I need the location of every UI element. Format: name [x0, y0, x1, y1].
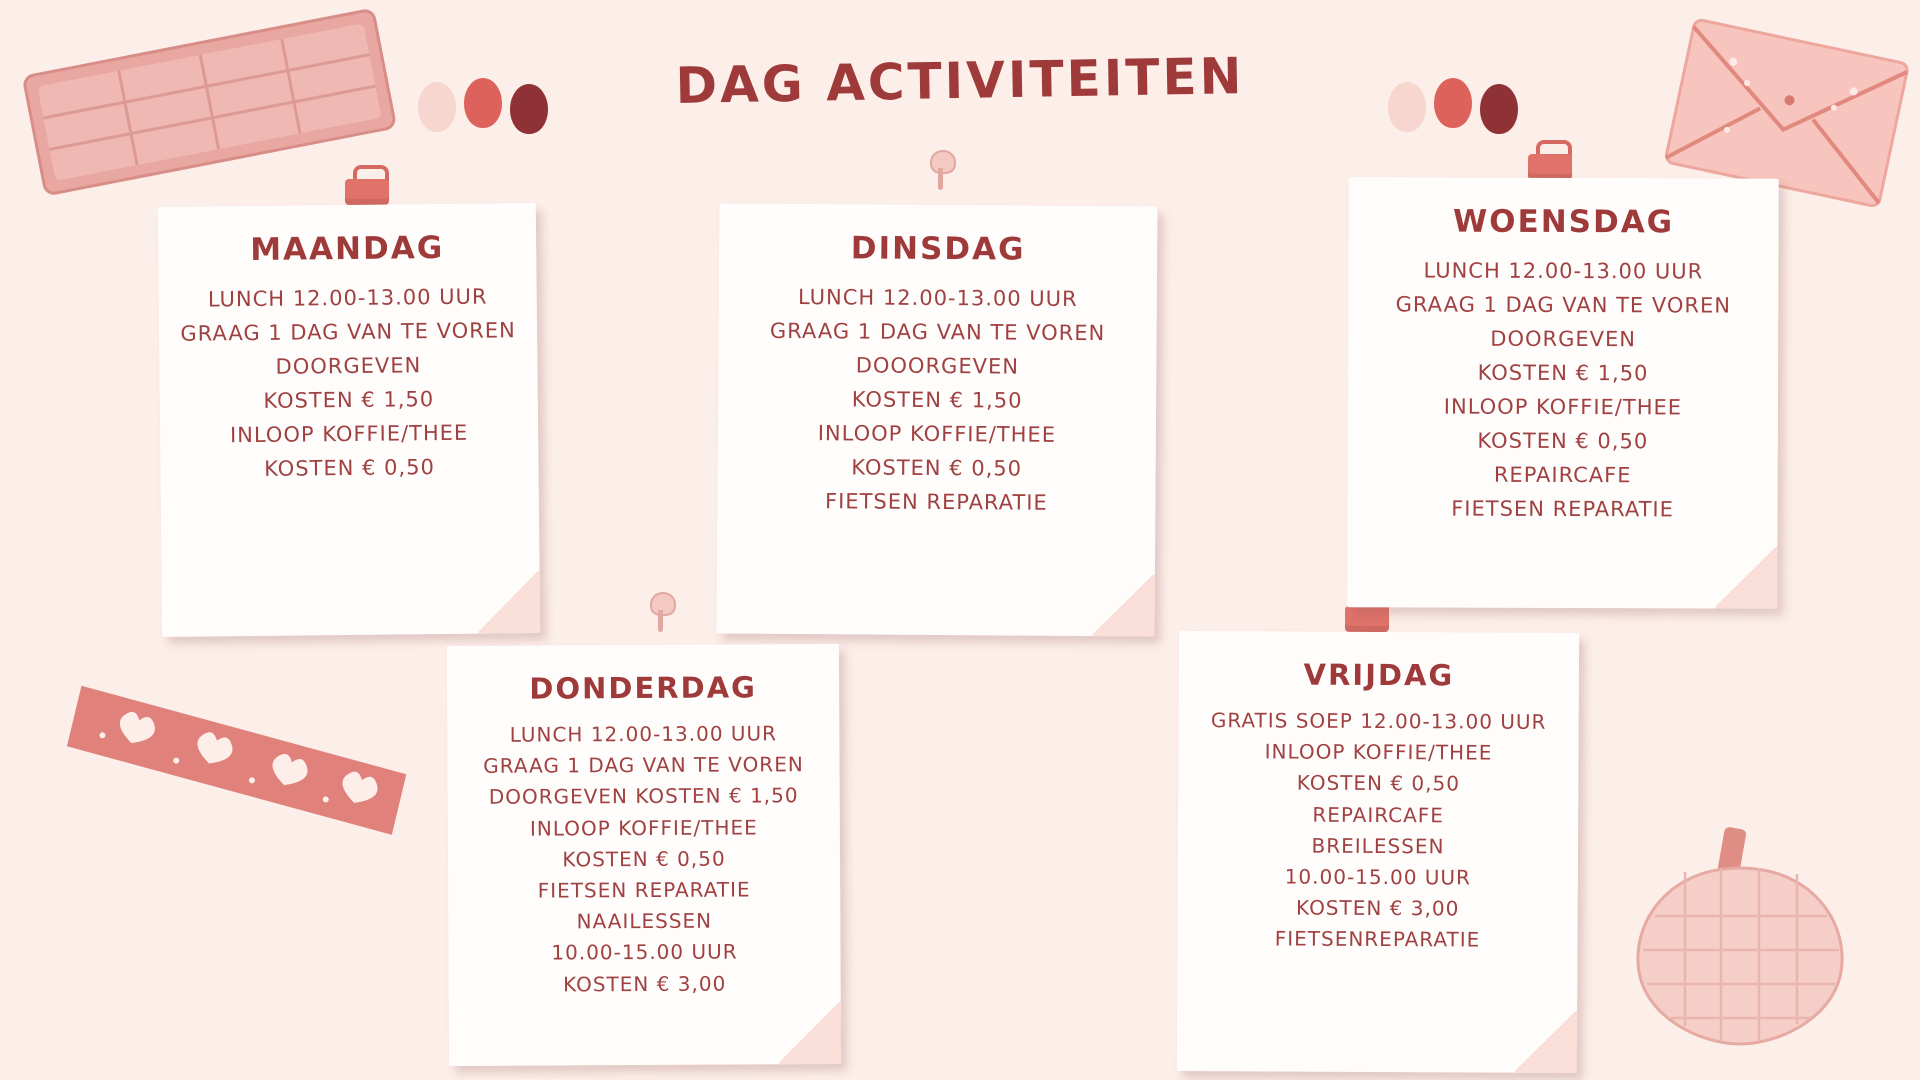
dot-light	[1388, 82, 1426, 132]
note-line: KOSTEN € 1,50	[851, 387, 1023, 413]
note-line: INLOOP KOFFIE/THEE	[229, 420, 469, 448]
note-line: DOORGEVEN KOSTEN € 1,50	[488, 783, 799, 810]
dot-red	[1434, 78, 1472, 128]
note-line: GRAAG 1 DAG VAN TE VOREN	[180, 318, 516, 346]
note-line: KOSTEN € 1,50	[1477, 360, 1649, 386]
page-curl	[478, 571, 541, 634]
note-line: KOSTEN € 3,00	[562, 971, 727, 996]
page-title: DAG ACTIVITEITEN	[675, 47, 1245, 115]
chocolate-bar-decoration	[21, 7, 399, 203]
note-line: GRAAG 1 DAG VAN TE VOREN	[483, 752, 804, 779]
note-line: 10.00-15.00 UUR	[1284, 864, 1472, 890]
note-line: DOORGEVEN	[1490, 326, 1637, 352]
note-title: MAANDAG	[250, 229, 445, 269]
clip-body	[1528, 154, 1572, 180]
page-curl	[1515, 1011, 1577, 1073]
note-line: INLOOP KOFFIE/THEE	[1443, 394, 1683, 420]
dot-dark	[1480, 84, 1518, 134]
note-card-woensdag	[1347, 177, 1778, 608]
note-title: VRIJDAG	[1303, 657, 1455, 693]
note-body	[465, 718, 822, 1001]
note-line: INLOOP KOFFIE/THEE	[817, 421, 1057, 447]
push-pin-icon	[648, 592, 674, 632]
note-line: LUNCH 12.00-13.00 UUR	[797, 285, 1078, 311]
pin-needle	[658, 610, 663, 632]
note-line: INLOOP KOFFIE/THEE	[529, 814, 758, 841]
note-line: DOORGEVEN	[275, 353, 422, 379]
note-line: INLOOP KOFFIE/THEE	[1264, 739, 1493, 765]
note-line: BREILESSEN	[1311, 833, 1445, 859]
note-line: LUNCH 12.00-13.00 UUR	[509, 721, 778, 747]
dot-red	[464, 78, 502, 128]
note-line: LUNCH 12.00-13.00 UUR	[207, 284, 488, 312]
pin-head	[650, 592, 676, 616]
note-line: FIETSEN REPARATIE	[825, 489, 1048, 515]
note-line: GRATIS SOEP 12.00-13.00 UUR	[1210, 708, 1547, 734]
note-title: DONDERDAG	[529, 670, 757, 706]
page-curl	[1092, 574, 1154, 636]
push-pin-icon	[928, 150, 954, 190]
dot-light	[418, 82, 456, 132]
note-line: 10.00-15.00 UUR	[551, 939, 738, 965]
dots-decoration-right	[1388, 82, 1528, 137]
note-card-dinsdag	[717, 203, 1158, 636]
note-line: GRAAG 1 DAG VAN TE VOREN	[769, 318, 1106, 346]
page-curl	[779, 1002, 841, 1064]
note-line: REPAIRCAFE	[1493, 462, 1632, 488]
note-line: KOSTEN € 0,50	[851, 455, 1023, 481]
dot-dark	[510, 84, 548, 134]
apple-decoration	[1615, 820, 1865, 1050]
note-title: DINSDAG	[850, 230, 1026, 268]
note-line: KOSTEN € 0,50	[1477, 428, 1649, 454]
clip-body	[1345, 606, 1389, 632]
note-card-vrijdag	[1177, 631, 1579, 1073]
note-card-maandag	[158, 203, 540, 637]
pin-needle	[938, 168, 943, 190]
note-card-donderdag	[447, 644, 841, 1066]
note-body	[735, 280, 1139, 521]
washi-tape-decoration	[52, 656, 419, 874]
note-body	[1366, 253, 1761, 526]
note-line: KOSTEN € 3,00	[1296, 895, 1460, 921]
note-title: WOENSDAG	[1452, 203, 1675, 241]
note-line: GRAAG 1 DAG VAN TE VOREN	[1395, 292, 1732, 318]
note-line: LUNCH 12.00-13.00 UUR	[1423, 258, 1704, 284]
dots-decoration-left	[418, 82, 558, 137]
note-line: KOSTEN € 0,50	[263, 455, 435, 481]
pin-head	[930, 150, 956, 174]
clip-body	[345, 179, 389, 205]
note-line: KOSTEN € 0,50	[1296, 770, 1461, 796]
note-line: NAAILESSEN	[576, 908, 713, 934]
note-line: REPAIRCAFE	[1312, 802, 1445, 827]
note-line: FIETSENREPARATIE	[1274, 926, 1481, 952]
note-line: FIETSEN REPARATIE	[1451, 496, 1674, 522]
note-line: FIETSEN REPARATIE	[537, 877, 751, 903]
note-line: DOOORGEVEN	[855, 353, 1020, 379]
page-curl	[1715, 547, 1777, 609]
note-body	[1195, 705, 1560, 956]
note-body	[177, 279, 521, 487]
note-line: KOSTEN € 1,50	[263, 387, 435, 413]
note-line: KOSTEN € 0,50	[562, 846, 726, 872]
